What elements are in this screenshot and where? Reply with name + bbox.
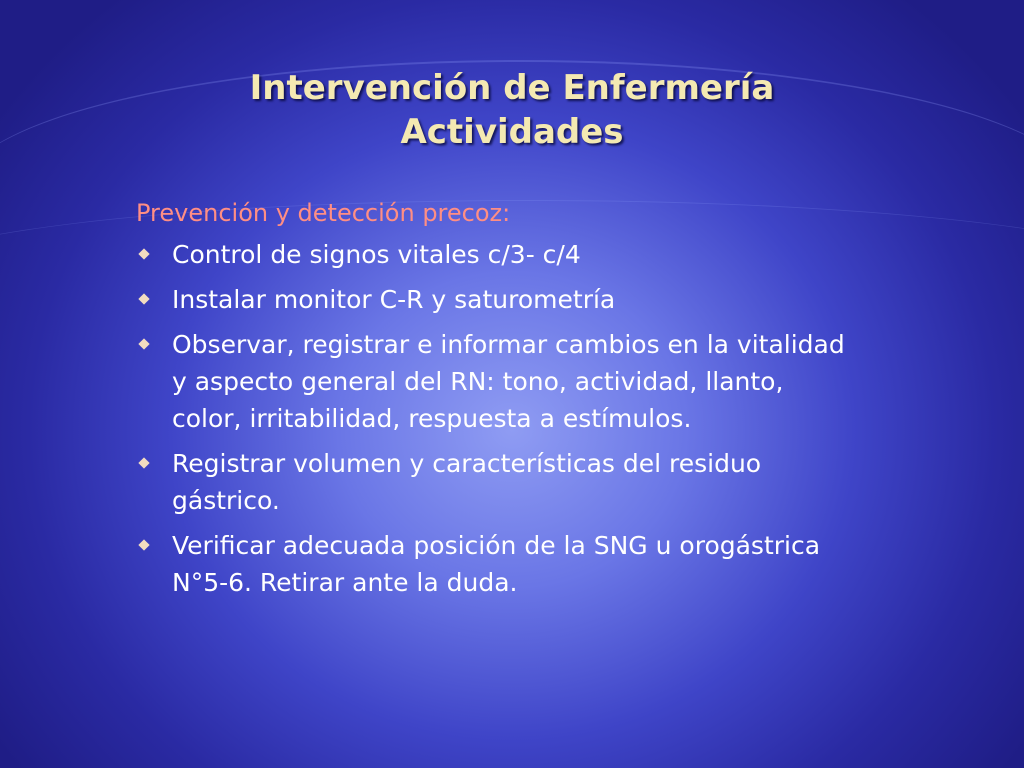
bullet-text: Control de signos vitales c/3- c/4 [172,240,581,269]
slide-title-line: Intervención de Enfermería [249,68,775,108]
diamond-bullet-icon [138,248,149,259]
diamond-bullet-icon [138,457,149,468]
bullet-text: Instalar monitor C-R y saturometría [172,285,616,314]
bullet-item [136,236,856,273]
bullet-text: Verificar adecuada posición de la SNG u orogástrica N°5-6. Retirar ante la duda. [172,531,821,597]
slide-title [0,66,1024,154]
bullet-item [136,527,856,601]
slide-subtitle-line: Actividades [400,112,624,152]
bullet-item [136,445,856,519]
bullet-item [136,326,856,437]
bullet-item [136,281,856,318]
bullet-text: Observar, registrar e informar cambios en la vitalidad y aspecto general del RN: tono, actividad, llanto, color, irritabilidad, respuesta a estímulos. [172,330,845,433]
diamond-bullet-icon [138,293,149,304]
slide-content [136,196,856,609]
diamond-bullet-icon [138,338,149,349]
section-heading: Prevención y detección precoz: [136,199,511,227]
bullet-list [136,236,856,601]
bullet-text: Registrar volumen y características del residuo gástrico. [172,449,762,515]
diamond-bullet-icon [138,539,149,550]
